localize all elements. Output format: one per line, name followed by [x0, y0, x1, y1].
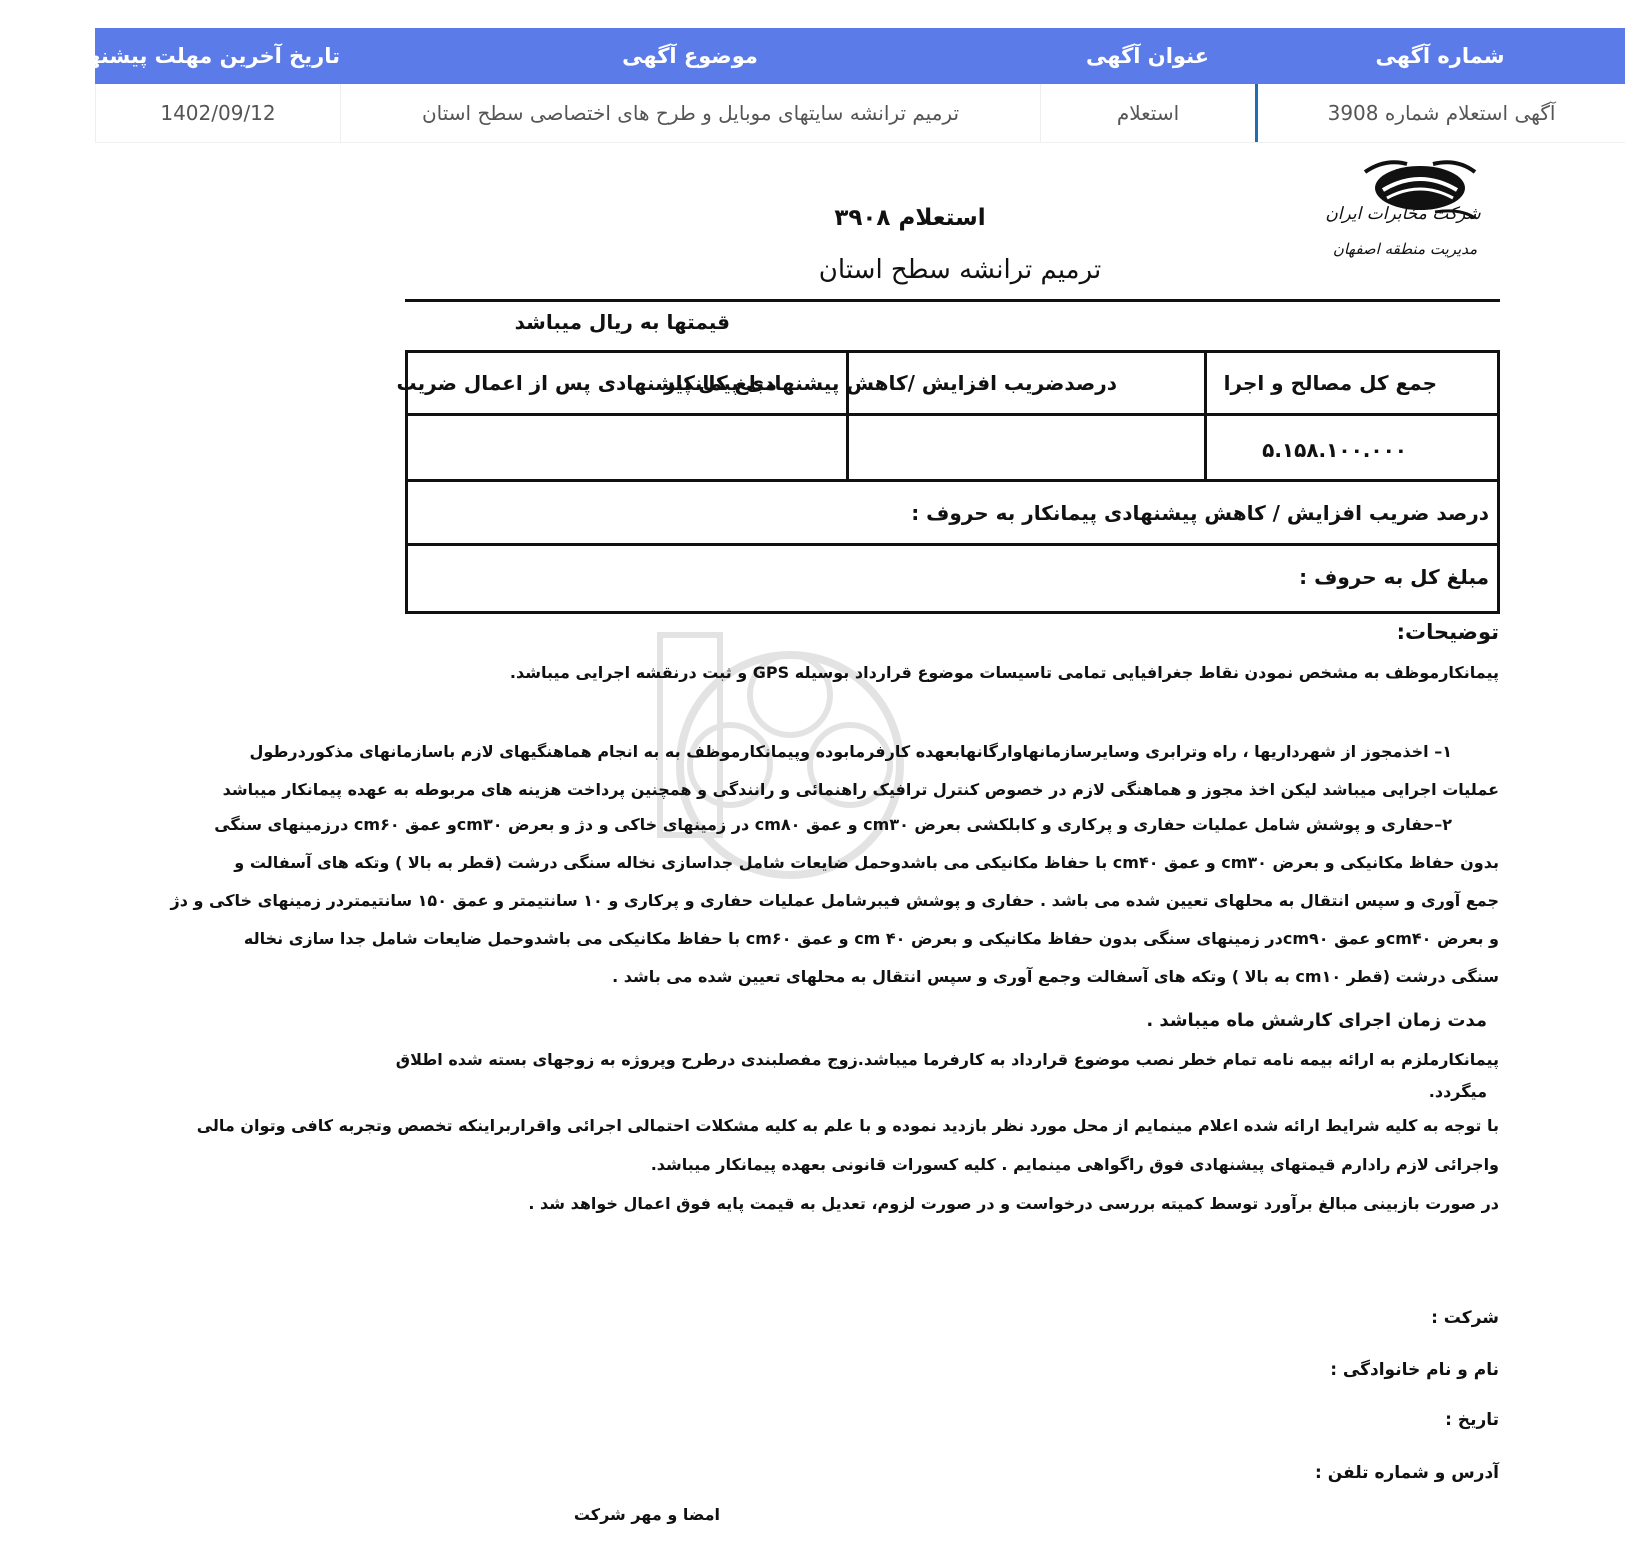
listing-subject: ترمیم ترانشه سایتهای موبایل و طرح های اختصاصی سطح استان [340, 84, 1040, 142]
listing-row[interactable] [95, 84, 1625, 143]
th-total: جمع کل مصالح و اجرا [1223, 371, 1437, 395]
amount-in-words: مبلغ کل به حروف : [1299, 565, 1489, 589]
th-percent: درصدضریب افزایش /کاهش پیشنهادی پیمانکار [664, 371, 1117, 395]
inquiry-title: استعلام ۳۹۰۸ [834, 205, 986, 231]
note-item1-a: ۱– اخذمجوز از شهرداریها ، راه وترابری وسایرسازمانهاوارگانهابعهده کارفرمابوده وپیمانکارموظف به به انجام هماهنگیهای لازم باسازمانهای مذکوردرطول [249, 742, 1452, 761]
table-rule [1204, 353, 1207, 482]
header-subject: موضوع آگهی [622, 44, 758, 68]
note-item2-e: سنگی درشت (قطر cm۱۰ به بالا ) وتکه های آسفالت وجمع آوری و سپس انتقال به محلهای تعیین شده می باشد . [612, 967, 1499, 986]
note-item2-a: ۲–حفاری و پوشش شامل عملیات حفاری و پرکاری و کابلکشی بعرض cm۳۰ و عمق cm۸۰ در زمینهای خاکی و دژ و بعرض cm۳۰و عمق cm۶۰ درزمینهای سنگی [214, 815, 1452, 834]
form-address: آدرس و شماره تلفن : [1314, 1463, 1499, 1483]
header-title: عنوان آگهی [1085, 44, 1210, 68]
th-final: مبلغ کل پیشنهادی پس از اعمال ضریب [396, 371, 777, 395]
note-gps: پیمانکارموظف به مشخص نمودن نقاط جغرافیایی تمامی تاسیسات موضوع قرارداد بوسیله GPS و ثبت درنقشه اجرایی میباشد. [509, 663, 1499, 682]
note-conditions-a: با توجه به کلیه شرایط ارائه شده اعلام مینمایم از محل مورد نظر بازدید نموده و با علم به کلیه مشکلات احتمالی اجرائی واقراربراینکه تخصص وتجربه کافی وتوان مالی [196, 1116, 1499, 1135]
header-number: شماره آگهی [1375, 44, 1505, 68]
note-item2-b: بدون حفاظ مکانیکی و بعرض cm۳۰ و عمق cm۴۰ با حفاظ مکانیکی می باشدوحمل ضایعات شامل جداسازی نخاله سنگی درشت (قطر به بالا ) وتکه های آسفالت و [234, 853, 1499, 872]
listing-number[interactable]: آگهی استعلام شماره 3908 [1255, 84, 1625, 142]
percent-in-words: درصد ضریب افزایش / کاهش پیشنهادی پیمانکار به حروف : [911, 501, 1489, 525]
currency-note: قیمتها به ریال میباشد [514, 310, 730, 334]
listing-header [68, 28, 1625, 84]
form-fullname: نام و نام خانوادگی : [1330, 1360, 1499, 1380]
note-review: در صورت بازبینی مبالغ برآورد توسط کمیته بررسی درخواست و در صورت لزوم، تعدیل به قیمت پایه فوق اعمال خواهد شد . [528, 1194, 1499, 1213]
subject-title: ترمیم ترانشه سطح استان [818, 255, 1102, 285]
table-rule [408, 543, 1497, 546]
note-item1-b: عملیات اجرایی میباشد لیکن اخذ مجوز و هماهنگی لازم در خصوص کنترل ترافیک راهنمائی و رانندگی و همچنین پرداخت هزینه های مربوطه به عهده پیمانکار میباشد [222, 780, 1499, 799]
note-item2-c: جمع آوری و سپس انتقال به محلهای تعیین شده می باشد . حفاری و پوشش فیبرشامل عملیات حفاری و پرکاری و ۱۰ سانتیمتر و عمق ۱۵۰ سانتیمتردر زمینهای خاکی و دژ [170, 891, 1499, 910]
total-value: ۵.۱۵۸.۱۰۰.۰۰۰ [1262, 438, 1407, 462]
table-rule [408, 479, 1497, 482]
note-insurance-a: پیمانکارملزم به ارائه بیمه نامه تمام خطر نصب موضوع قرارداد به کارفرما میباشد.زوج مفصلبندی درطرح وپروژه به زوجهای بسته شده اطلاق [395, 1050, 1499, 1069]
listing-title: استعلام [1040, 84, 1255, 142]
table-rule [408, 413, 1497, 416]
form-company: شرکت : [1431, 1308, 1499, 1328]
title-divider [405, 299, 1500, 302]
header-deadline: تاریخ آخرین مهلت پیشنهاد [68, 44, 340, 68]
logo-company-name: شرکت مخابرات ایران [1325, 204, 1481, 224]
form-date: تاریخ : [1445, 1410, 1499, 1430]
logo-region: مدیریت منطقه اصفهان [1332, 240, 1478, 258]
notes-heading: توضیحات: [1396, 620, 1499, 644]
note-item2-d: و بعرض cm۴۰و عمق cm۹۰در زمینهای سنگی بدون حفاظ مکانیکی و بعرض cm ۴۰ و عمق cm۶۰ با حفاظ مکانیکی می باشدوحمل ضایعات شامل جدا سازی نخاله [243, 929, 1499, 948]
note-duration: مدت زمان اجرای کارشش ماه میباشد . [1146, 1010, 1487, 1031]
note-conditions-b: واجرائی لازم رادارم قیمتهای پیشنهادی فوق راگواهی مینمایم . کلیه کسورات قانونی بعهده پیمانکار میباشد. [650, 1155, 1499, 1174]
listing-deadline: 1402/09/12 [95, 84, 340, 142]
price-table [396, 350, 1500, 614]
note-insurance-b: میگردد. [1428, 1082, 1487, 1101]
form-signature: امضا و مهر شرکت [573, 1505, 720, 1524]
